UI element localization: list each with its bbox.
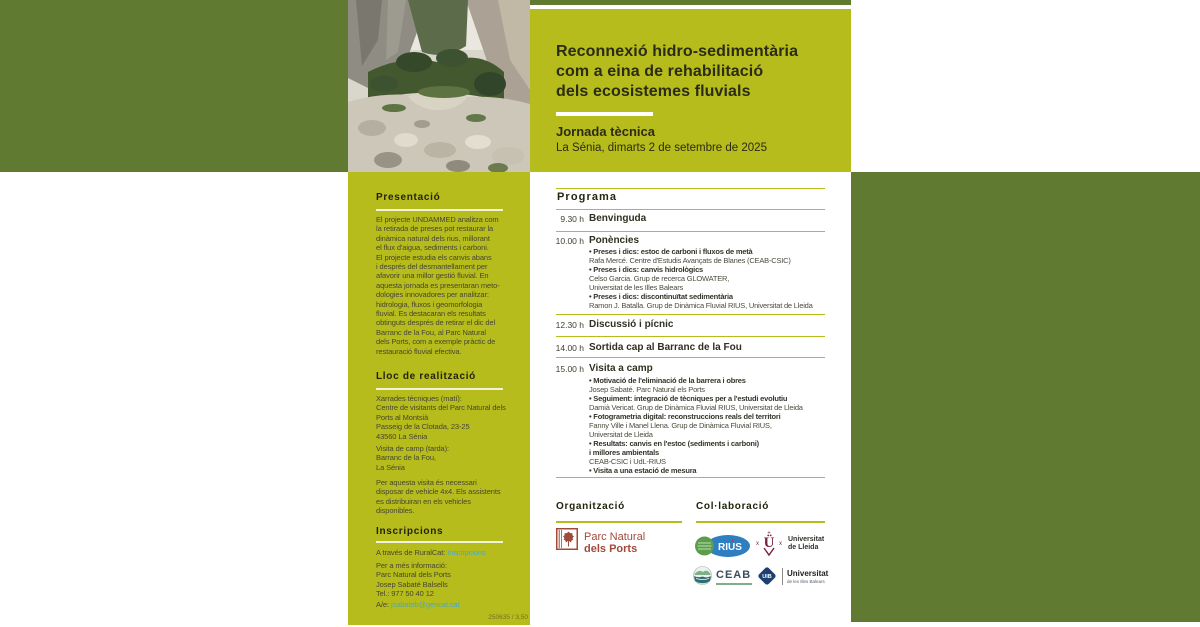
row-time: 12.30 h: [555, 320, 584, 330]
ceab-logo-icon: [693, 566, 712, 590]
program-item: CEAB-CSIC i UdL-RIUS: [589, 457, 666, 466]
programa-rule-top: [556, 188, 825, 189]
canyon-photo-art: [348, 0, 530, 172]
row-time: 10.00 h: [555, 236, 584, 246]
email-link[interactable]: jsabateb@gencat.cat: [390, 600, 460, 609]
program-item: Universitat de Lleida: [589, 430, 653, 439]
presentacio-rule: [376, 209, 503, 211]
udl-logo: [754, 529, 784, 564]
top-left-green-block: [0, 0, 348, 172]
right-green-block: [851, 172, 1200, 622]
email-line: [376, 600, 528, 609]
program-item: • Preses i dics: discontinuïtat sedimentària: [589, 292, 733, 301]
row-title: Discussió i pícnic: [589, 319, 674, 330]
row-time: 9.30 h: [560, 214, 584, 224]
row-title: Sortida cap al Barranc de la Fou: [589, 342, 742, 353]
ceab-logo-text: CEAB: [716, 569, 752, 581]
parc-line1: Parc Natural: [584, 531, 646, 543]
program-item: • Motivació de l'eliminació de la barrera i obres: [589, 376, 746, 385]
ceab-circle-icon: [693, 566, 712, 585]
programa-rule-4: [556, 314, 825, 315]
top-green-strip: [530, 0, 851, 5]
program-item: i millores ambientals: [589, 448, 659, 457]
organitzacio-heading: Organització: [556, 501, 625, 512]
lloc-rule: [376, 388, 503, 390]
presentacio-body: El projecte UNDAMMED analitza com la retirada de preses pot restaurar la dinàmica natural dels rius, millorant el flux d'aigua, sediments i carboni. El projecte estudia els canvis abans i després del desmantellament per afavorir una millor gestió fluvial. En aquesta jornada es presentaran meto- dologies innovadores per analitzar: hidrologia, fluxos i geomorfologia fluvial. Es destacaran els resultats obtinguts després de retirar el dic del Barranc de la Fou, al Parc Natural dels Ports, com a exemple pràctic de restauració fluvial efectiva.: [376, 215, 500, 356]
leaf-icon: [556, 528, 578, 550]
svg-text:+: +: [767, 530, 771, 537]
lloc-morning: Xarrades tècniques (matí): Centre de visitants del Parc Natural dels Ports al Montsià Passeig de la Clotada, 23-25 43560 La Sénia: [376, 394, 506, 441]
canyon-photo: [348, 0, 530, 172]
poster-title: Reconnexió hidro-sedimentària com a eina de rehabilitació dels ecosistemes fluvials: [556, 43, 799, 100]
event-type: Jornada tècnica: [556, 124, 655, 139]
parc-natural-logo-icon: [556, 528, 578, 555]
programa-rule-2: [556, 209, 825, 210]
lloc-heading: Lloc de realització: [376, 371, 476, 382]
uib-diamond-icon: [756, 565, 778, 587]
row-time: 14.00 h: [555, 343, 584, 353]
program-item: Celso Garcia. Grup de recerca GLOWATER,: [589, 274, 730, 283]
svg-text:x: x: [756, 541, 759, 547]
program-item: • Preses i dics: canvis hidrològics: [589, 265, 704, 274]
organitzacio-rule: [556, 521, 682, 523]
udl-shield-icon: [754, 529, 784, 559]
svg-text:x: x: [779, 541, 782, 547]
title-underline-bar: [556, 112, 653, 116]
event-date-place: La Sénia, dimarts 2 de setembre de 2025: [556, 142, 767, 154]
program-item: Rafa Mercé. Centre d'Estudis Avançats de Blanes (CEAB-CSIC): [589, 256, 791, 265]
row-title: Benvinguda: [589, 213, 647, 224]
rius-logo-icon: [694, 533, 752, 559]
programa-rule-bottom: [556, 477, 825, 478]
program-item: • Visita a una estació de mesura: [589, 466, 697, 475]
ruralcat-prefix: A través de RuralCat:: [376, 548, 448, 557]
uib-logo-subtext: de les Illes Balears: [787, 579, 825, 584]
document-code: 250635 / 3,50: [488, 614, 528, 621]
row-title: Visita a camp: [589, 363, 653, 374]
collaboracio-heading: Col·laboració: [696, 501, 769, 512]
ruralcat-link[interactable]: Inscripcions: [447, 548, 486, 557]
inscripcions-rule: [376, 541, 503, 543]
program-item: Universitat de les Illes Balears: [589, 283, 684, 292]
inscripcions-heading: Inscripcions: [376, 526, 444, 537]
program-item: • Seguiment: integració de tècniques per a l'estudi evolutiu: [589, 394, 788, 403]
ruralcat-line: [376, 548, 528, 557]
svg-text:RIUS: RIUS: [718, 542, 742, 553]
svg-text:Ü: Ü: [763, 535, 775, 551]
svg-text:UIB: UIB: [762, 574, 772, 581]
udl-logo-text: Universitat de Lleida: [788, 536, 825, 551]
program-item: Josep Sabaté. Parc Natural els Ports: [589, 385, 705, 394]
ceab-logo-subtext: [716, 583, 752, 585]
collaboracio-rule: [696, 521, 825, 523]
uib-logo-text: Universitat: [787, 569, 829, 578]
program-item: • Preses i dics: estoc de carboni i fluxos de metà: [589, 247, 753, 256]
parc-natural-logo-text: [584, 531, 645, 555]
contact-info: Per a més informació: Parc Natural dels Ports Josep Sabaté Balsells Tel.: 977 50 40 12: [376, 561, 451, 599]
rius-logo: [694, 533, 752, 564]
program-item: Ramon J. Batalla. Grup de Dinàmica Fluvial RIUS, Universitat de Lleida: [589, 301, 813, 310]
programa-rule-3: [556, 231, 825, 232]
lloc-note: Per aquesta visita és necessari disposar de vehicle 4x4. Els assistents es distribuiran en els vehicles disponibles.: [376, 478, 501, 516]
programa-rule-6: [556, 357, 825, 358]
program-item: Damià Vericat. Grup de Dinàmica Fluvial RIUS, Universitat de Lleida: [589, 403, 803, 412]
presentacio-heading: Presentació: [376, 192, 441, 203]
programa-heading: Programa: [557, 191, 618, 203]
uib-logo-icon: [756, 565, 778, 592]
row-title: Ponències: [589, 235, 640, 246]
row-time: 15.00 h: [555, 364, 584, 374]
email-prefix: A/e:: [376, 600, 391, 609]
programa-rule-5: [556, 336, 825, 337]
lloc-afternoon: Visita de camp (tarda): Barranc de la Fou, La Sénia: [376, 444, 450, 472]
parc-line2: dels Ports: [584, 543, 638, 555]
uib-divider: [782, 568, 783, 585]
program-item: Fanny Ville i Manel Llena. Grup de Dinàmica Fluvial RIUS,: [589, 421, 772, 430]
program-item: • Fotogrametria digital: reconstruccions reals del territori: [589, 412, 781, 421]
program-item: • Resultats: canvis en l'estoc (sediments i carboni): [589, 439, 759, 448]
